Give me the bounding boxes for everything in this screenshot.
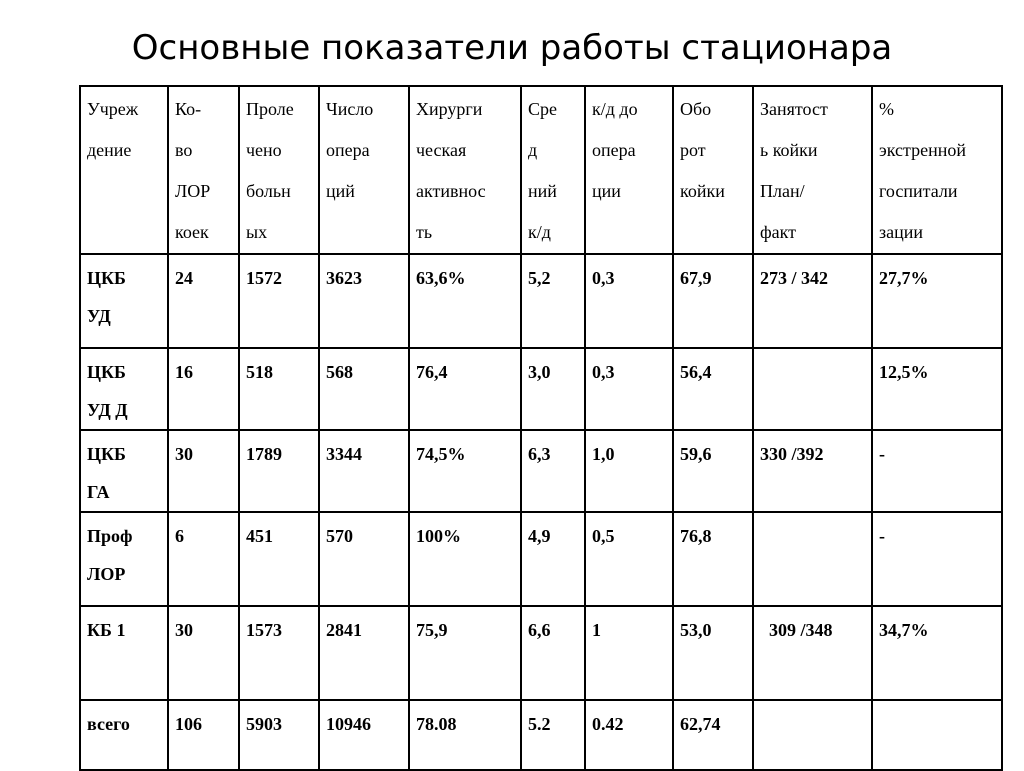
table-cell: 0,3 [585,254,673,348]
institution-cell: ЦКБ УД Д [80,348,168,430]
header-cell-emergency: % экстренной госпитали зации [872,86,1002,254]
table-cell: 106 [168,700,239,770]
table-cell: 3,0 [521,348,585,430]
table-cell: 76,8 [673,512,753,606]
table-cell: 27,7% [872,254,1002,348]
table-cell: 67,9 [673,254,753,348]
table-cell: 53,0 [673,606,753,700]
table-cell: 5.2 [521,700,585,770]
table-cell: 1,0 [585,430,673,512]
table-cell: 0,3 [585,348,673,430]
table-cell: 1573 [239,606,319,700]
header-cell: Занятост ь койки План/ факт [753,86,872,254]
table-cell: 16 [168,348,239,430]
table-cell: 309 /348 [753,606,872,700]
page-title: Основные показатели работы стационара [131,28,893,68]
header-cell: Обо рот койки [673,86,753,254]
table-cell: 3344 [319,430,409,512]
institution-cell: Проф ЛОР [80,512,168,606]
institution-cell: КБ 1 [80,606,168,700]
table-row-total [80,700,1002,770]
table-cell [872,700,1002,770]
table-cell: 1 [585,606,673,700]
table-cell: 568 [319,348,409,430]
table-cell: 330 /392 [753,430,872,512]
table-cell: 100% [409,512,521,606]
table-cell [753,512,872,606]
table-cell: 273 / 342 [753,254,872,348]
table-cell: 56,4 [673,348,753,430]
table-cell: 6,6 [521,606,585,700]
institution-cell: ЦКБ ГА [80,430,168,512]
table-cell: 6 [168,512,239,606]
table-cell: 570 [319,512,409,606]
table-row [80,254,1002,348]
table-cell [753,700,872,770]
table-cell: - [872,430,1002,512]
table-cell: 12,5% [872,348,1002,430]
table-cell: 63,6% [409,254,521,348]
header-cell: Сре д ний к/д [521,86,585,254]
table-header-row [80,86,1002,254]
table-cell: 0.42 [585,700,673,770]
table-cell: 1789 [239,430,319,512]
table-cell: 76,4 [409,348,521,430]
table-cell: 451 [239,512,319,606]
table-cell: 518 [239,348,319,430]
table-cell: 5903 [239,700,319,770]
header-cell: Хирурги ческая активнос ть [409,86,521,254]
table-cell: 30 [168,606,239,700]
table-cell: 0,5 [585,512,673,606]
table-cell: 24 [168,254,239,348]
table-cell: 2841 [319,606,409,700]
institution-cell: ЦКБ УД [80,254,168,348]
table-cell: 78.08 [409,700,521,770]
institution-cell: всего [80,700,168,770]
table-row [80,430,1002,512]
table-cell: 5,2 [521,254,585,348]
table-row [80,512,1002,606]
table-row [80,348,1002,430]
table-cell: 34,7% [872,606,1002,700]
header-cell: Учреж дение [80,86,168,254]
table-cell: 75,9 [409,606,521,700]
table-cell: 62,74 [673,700,753,770]
header-cell: Число опера ций [319,86,409,254]
table-cell: 10946 [319,700,409,770]
table-cell: 6,3 [521,430,585,512]
table-cell: 74,5% [409,430,521,512]
table-cell: - [872,512,1002,606]
table-cell: 4,9 [521,512,585,606]
table-cell: 59,6 [673,430,753,512]
table-cell: 1572 [239,254,319,348]
table-cell [753,348,872,430]
header-cell: к/д до опера ции [585,86,673,254]
table-row [80,606,1002,700]
header-cell: Проле чено больн ых [239,86,319,254]
statistics-table [79,85,1003,771]
header-cell: Ко- во ЛОР коек [168,86,239,254]
table-cell: 3623 [319,254,409,348]
table-cell: 30 [168,430,239,512]
